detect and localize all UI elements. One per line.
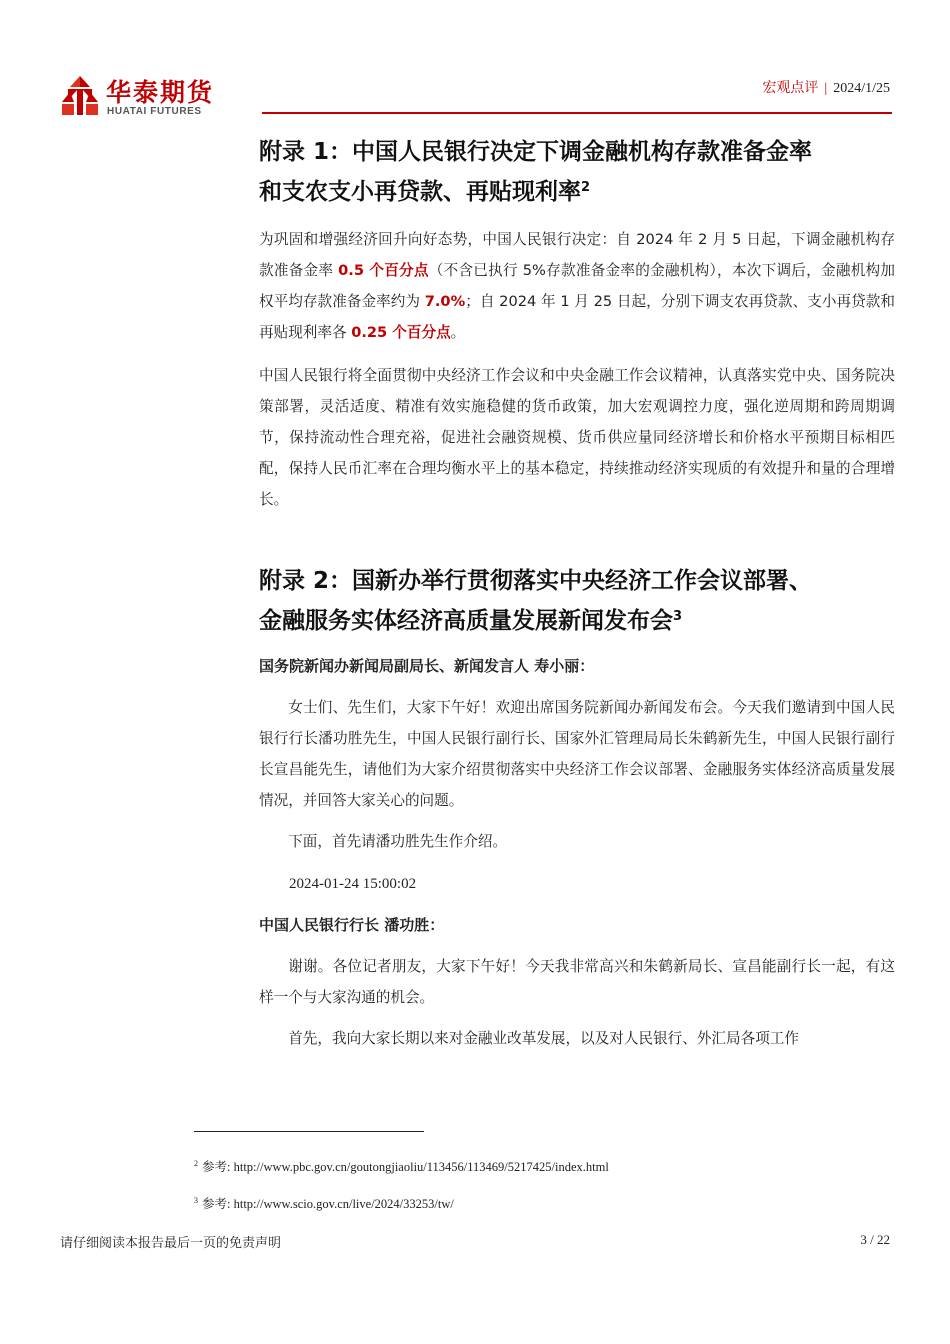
highlight-avg-rrr: 7.0%: [424, 293, 466, 310]
speaker-shou-xiaoli: 国务院新闻办新闻局副局长、新闻发言人 寿小丽：: [259, 657, 595, 675]
footnote-number: 2: [194, 1159, 198, 1168]
speaker2-paragraph-1: 谢谢。各位记者朋友，大家下午好！今天我非常高兴和朱鹤新局长、宣昌能副行长一起，有这样一个与大家沟通的机会。: [259, 958, 895, 1006]
page-number: 3 / 22: [860, 1232, 890, 1247]
header-meta: [762, 77, 890, 97]
huatai-logo-icon: [60, 74, 100, 116]
appendix2-title-line1: 附录 2：国新办举行贯彻落实中央经济工作会议部署、: [259, 568, 813, 594]
footnote-ref-3[interactable]: 3: [673, 609, 683, 624]
footnote-number: 3: [194, 1196, 198, 1205]
footnote-2: [194, 1157, 609, 1175]
appendix1-paragraph-1: 为巩固和增强经济回升向好态势，中国人民银行决定：自 2024 年 2 月 5 日起，下调金融机构存款准备金率 0.5 个百分点（不含已执行 5%存款准备金率的金融机构），本次下调后，金融机构加权平均存款准备金率约为 7.0%；自 2024 年 1 月 25 日起，分别下调支农再贷款、支小再贷款和再贴现利率各 0.25 个百分点。: [259, 231, 896, 341]
header-divider: [262, 112, 892, 114]
speaker1-paragraph-2: 下面，首先请潘功胜先生作介绍。: [288, 833, 508, 850]
highlight-rate-cut: 0.25 个百分点: [351, 324, 451, 341]
header-separator: |: [824, 81, 828, 96]
highlight-rrr-cut: 0.5 个百分点: [338, 262, 429, 279]
appendix1-paragraph-2: 中国人民银行将全面贯彻中央经济工作会议和中央金融工作会议精神，认真落实党中央、国务院决策部署，灵活适度、精准有效实施稳健的货币政策，加大宏观调控力度，强化逆周期和跨周期调节，保持流动性合理充裕，促进社会融资规模、货币供应量同经济增长和价格水平预期目标相匹配，保持人民币汇率在合理均衡水平上的基本稳定，持续推动经济实现质的有效提升和量的合理增长。: [259, 367, 895, 508]
timestamp: 2024-01-24 15:00:02: [289, 876, 417, 892]
logo-english-name: HUATAI FUTURES: [107, 106, 202, 117]
footer-disclaimer: 请仔细阅读本报告最后一页的免责声明: [60, 1236, 282, 1251]
speaker-pan-gongsheng: 中国人民银行行长 潘功胜：: [259, 916, 445, 934]
footnote-ref-2[interactable]: 2: [581, 180, 591, 195]
appendix1-title-line2: 和支农支小再贷款、再贴现利率: [259, 179, 581, 205]
footnote-label: 参考:: [202, 1197, 231, 1211]
footnote-label: 参考:: [202, 1160, 231, 1174]
speaker1-paragraph-1: 女士们、先生们，大家下午好！欢迎出席国务院新闻办新闻发布会。今天我们邀请到中国人民银行行长潘功胜先生，中国人民银行副行长、国家外汇管理局局长朱鹤新先生，中国人民银行副行长宣昌能先生，请他们为大家介绍贯彻落实中央经济工作会议部署、金融服务实体经济高质量发展情况，并回答大家关心的问题。: [259, 699, 895, 809]
footnote-link[interactable]: http://www.pbc.gov.cn/goutongjiaoliu/113456/113469/5217425/index.html: [233, 1160, 609, 1174]
speaker2-paragraph-2: 首先，我向大家长期以来对金融业改革发展，以及对人民银行、外汇局各项工作: [288, 1030, 799, 1047]
report-category: 宏观点评: [762, 81, 819, 96]
appendix2-title-line2: 金融服务实体经济高质量发展新闻发布会: [259, 608, 673, 634]
appendix1-title: [259, 132, 895, 212]
footnote-divider: [194, 1131, 424, 1132]
appendix1-title-line1: 附录 1：中国人民银行决定下调金融机构存款准备金率: [259, 139, 813, 165]
footnote-3: [194, 1194, 454, 1212]
logo-chinese-name: 华泰期货: [106, 78, 215, 107]
report-date: 2024/1/25: [833, 81, 890, 96]
footnote-link[interactable]: http://www.scio.gov.cn/live/2024/33253/tw/: [233, 1197, 454, 1211]
appendix2-title: [259, 561, 895, 641]
report-body: [259, 128, 895, 1054]
